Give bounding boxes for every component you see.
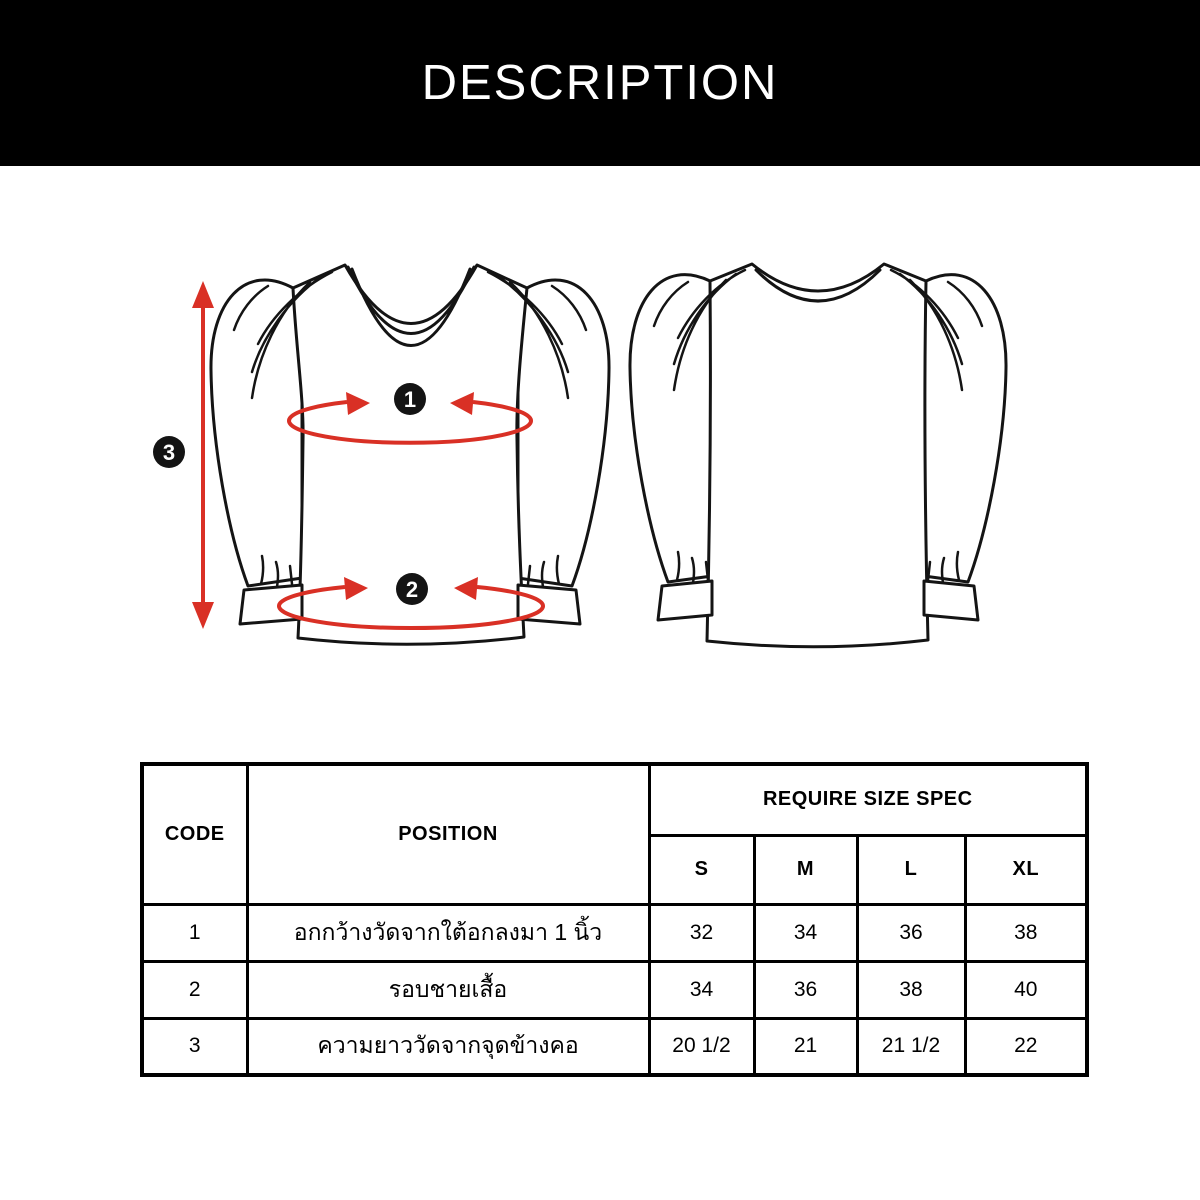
marker-hem-badge [396, 573, 428, 605]
size-spec-table [140, 762, 1089, 1077]
back-body [707, 264, 928, 647]
code-cell: 2 [142, 961, 247, 1018]
table-row [142, 904, 1087, 961]
marker-chest-number: 1 [403, 387, 417, 412]
table-row [142, 961, 1087, 1018]
position-cell: รอบชายเสื้อ [247, 961, 649, 1018]
back-left-cuff [658, 581, 712, 620]
back-view-drawing [630, 264, 1006, 647]
size-value-cell: 34 [649, 961, 754, 1018]
garment-diagram [0, 230, 1200, 710]
front-left-cuff [240, 585, 302, 624]
code-cell: 3 [142, 1018, 247, 1075]
length-arrow [192, 281, 214, 629]
size-value-cell: 20 1/2 [649, 1018, 754, 1075]
size-value-cell: 21 [754, 1018, 857, 1075]
table-row [142, 1018, 1087, 1075]
size-header-l: L [857, 835, 965, 904]
size-value-cell: 34 [754, 904, 857, 961]
size-header-s: S [649, 835, 754, 904]
arrow-down-icon [192, 602, 214, 629]
size-value-cell: 22 [965, 1018, 1087, 1075]
position-cell: อกกว้างวัดจากใต้อกลงมา 1 นิ้ว [247, 904, 649, 961]
position-column-header: POSITION [247, 764, 649, 904]
marker-length-badge [153, 436, 185, 468]
size-value-cell: 36 [754, 961, 857, 1018]
page-title: DESCRIPTION [421, 56, 779, 110]
size-spec-header: REQUIRE SIZE SPEC [649, 764, 1087, 835]
back-right-cuff [924, 581, 978, 620]
arrow-up-icon [192, 281, 214, 308]
size-value-cell: 21 1/2 [857, 1018, 965, 1075]
marker-hem-number: 2 [405, 577, 419, 602]
description-banner [0, 0, 1200, 166]
position-cell: ความยาววัดจากจุดข้างคอ [247, 1018, 649, 1075]
front-right-sleeve [518, 280, 609, 586]
back-right-sleeve [924, 275, 1006, 582]
size-value-cell: 38 [965, 904, 1087, 961]
size-value-cell: 36 [857, 904, 965, 961]
size-value-cell: 40 [965, 961, 1087, 1018]
code-cell: 1 [142, 904, 247, 961]
size-value-cell: 38 [857, 961, 965, 1018]
front-left-sleeve [211, 280, 302, 586]
marker-length-number: 3 [162, 440, 176, 465]
marker-chest-badge [394, 383, 426, 415]
code-column-header: CODE [142, 764, 247, 904]
size-header-m: M [754, 835, 857, 904]
garment-diagram-svg [0, 230, 1200, 710]
back-left-sleeve [630, 275, 712, 582]
size-value-cell: 32 [649, 904, 754, 961]
size-header-xl: XL [965, 835, 1087, 904]
